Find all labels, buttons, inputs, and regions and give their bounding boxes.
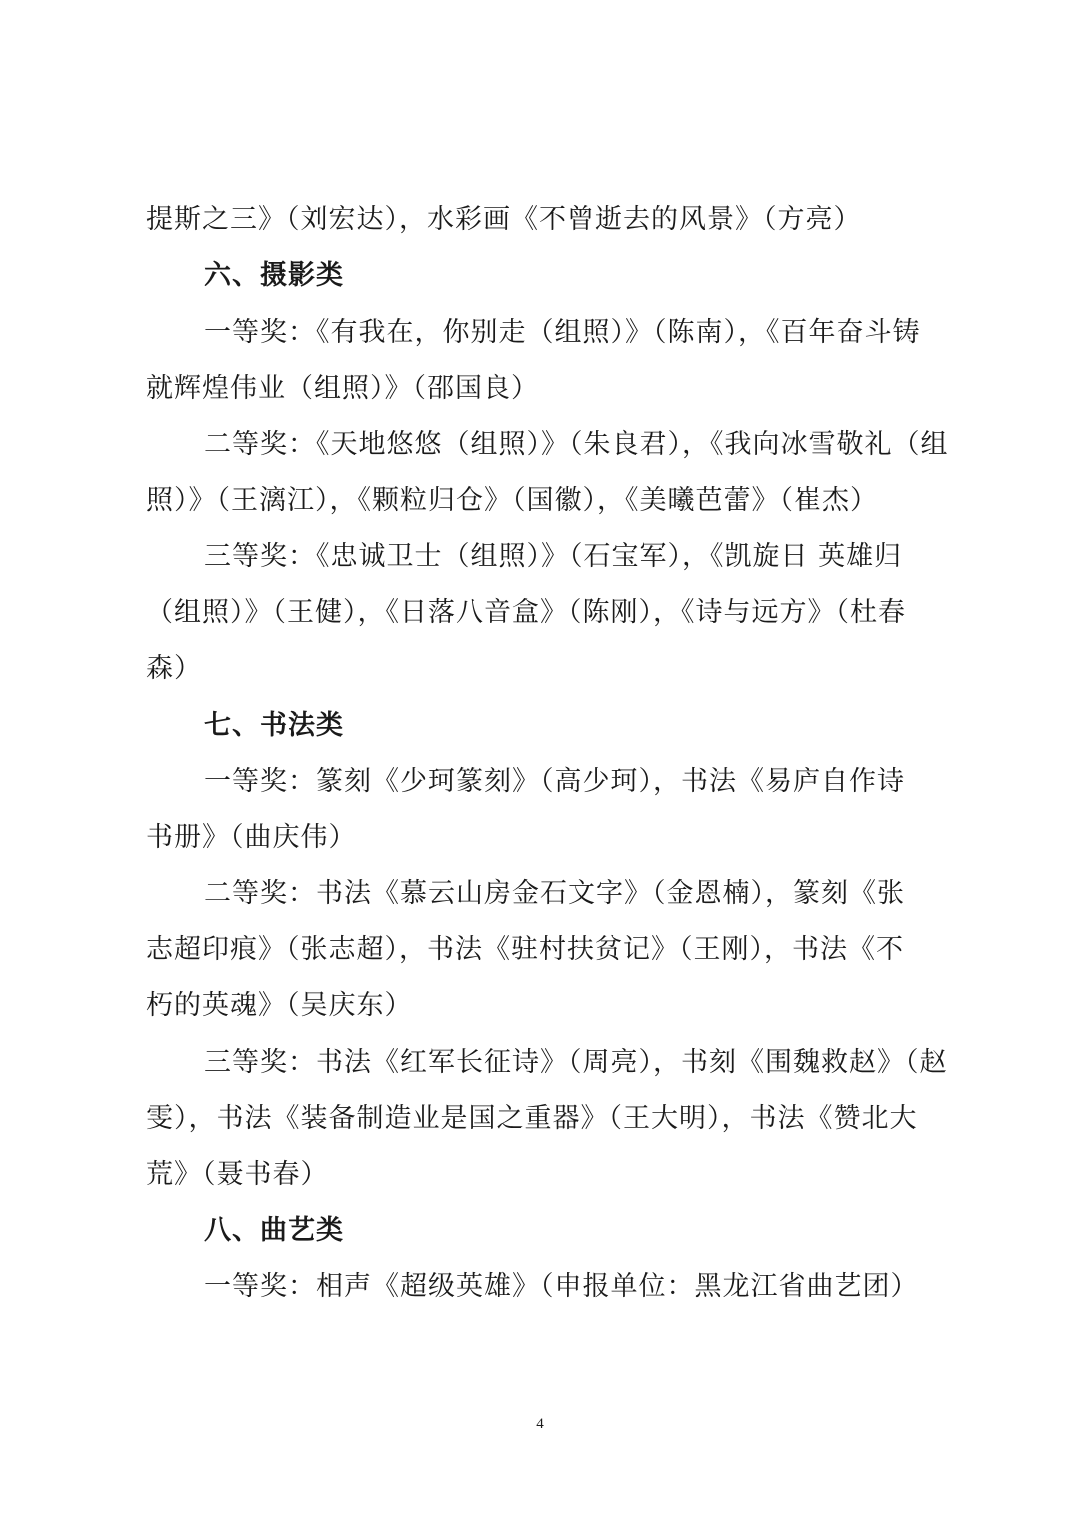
text-line: 提斯之三》（刘宏达），水彩画《不曾逝去的风景》（方亮）	[146, 204, 862, 235]
text-line: 就辉煌伟业（组照）》（邵国良）	[146, 373, 539, 404]
text-line: 书册》（曲庆伟）	[146, 822, 357, 853]
text-line: 森）	[146, 653, 202, 684]
text-line: 志超印痕》（张志超），书法《驻村扶贫记》（王刚），书法《不	[146, 934, 904, 965]
section-heading-photography: 六、摄影类	[204, 260, 344, 291]
text-line: 三等奖：书法《红军长征诗》（周亮），书刻《围魏救赵》（赵	[204, 1047, 948, 1078]
text-line: 二等奖：《天地悠悠（组照）》（朱良君），《我向冰雪敬礼（组	[204, 429, 949, 460]
section-heading-calligraphy: 七、书法类	[204, 710, 344, 741]
text-line: 朽的英魂》（吴庆东）	[146, 990, 413, 1021]
text-line: （组照）》（王健），《日落八音盒》（陈刚），《诗与远方》（杜春	[146, 597, 906, 628]
text-line: 荒》（聂书春）	[146, 1159, 329, 1190]
text-line: 一等奖：相声《超级英雄》（申报单位：黑龙江省曲艺团）	[204, 1271, 919, 1302]
text-line: 三等奖：《忠诚卫士（组照）》（石宝军），《凯旋日 英雄归	[204, 541, 903, 572]
text-line: 一等奖：篆刻《少珂篆刻》（高少珂），书法《易庐自作诗	[204, 766, 905, 797]
text-line: 照）》（王漓江），《颗粒归仓》（国徽），《美曦芭蕾》（崔杰）	[146, 485, 878, 516]
text-line: 二等奖：书法《慕云山房金石文字》（金恩楠），篆刻《张	[204, 878, 905, 909]
text-line: 雯），书法《装备制造业是国之重器》（王大明），书法《赞北大	[146, 1103, 918, 1134]
section-heading-quyi: 八、曲艺类	[204, 1215, 344, 1246]
text-line: 一等奖：《有我在，你别走（组照）》（陈南），《百年奋斗铸	[204, 317, 921, 348]
page-number: 4	[536, 1416, 544, 1432]
